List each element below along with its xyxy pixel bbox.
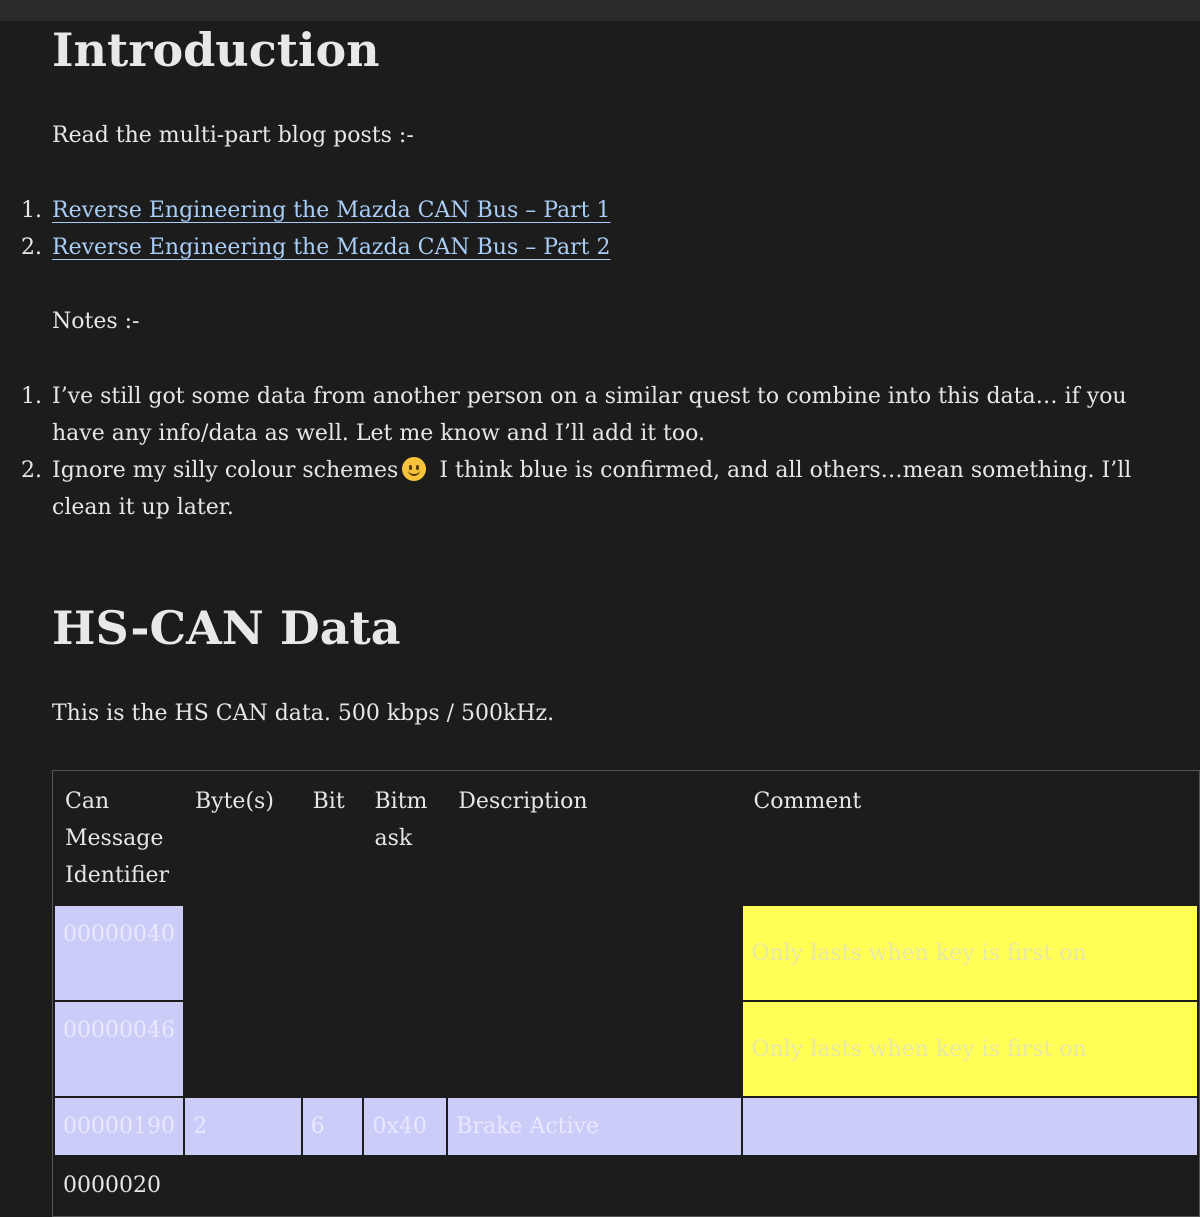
note-text-after: I think blue is confirmed, and all others…mean something. I’ll clean it up later. (52, 458, 1132, 520)
slightly-smiling-face-icon (402, 457, 426, 481)
cell-comment (743, 1098, 1197, 1155)
col-header-id: Can Message Identifier (65, 789, 170, 888)
link-part-1[interactable]: Reverse Engineering the Mazda CAN Bus – Part 1 (52, 198, 611, 223)
table-row (55, 906, 1197, 1000)
list-number: 1. (21, 198, 42, 223)
table-row (55, 1157, 1197, 1214)
cell-bit (303, 1157, 363, 1214)
cell-description (448, 1002, 741, 1096)
cell-byte (185, 906, 301, 1000)
note-text-before: Ignore my silly colour schemes (52, 458, 399, 483)
cell-mask (364, 1002, 446, 1096)
list-item (21, 378, 1172, 452)
intro-lead: Read the multi-part blog posts :- (52, 123, 414, 148)
blog-links-list (21, 192, 1192, 266)
list-item (21, 192, 1192, 229)
cell-id: 0000020 (63, 1173, 161, 1198)
list-item (21, 229, 1192, 266)
cell-bit (303, 906, 363, 1000)
cell-comment (743, 1157, 1197, 1214)
list-number: 2. (21, 458, 42, 483)
cell-byte: 2 (185, 1098, 301, 1155)
list-item (21, 452, 1172, 526)
hscan-table (52, 770, 1200, 1217)
table-row (55, 1098, 1197, 1155)
col-header-comment: Comment (753, 789, 862, 814)
cell-id: 00000190 (55, 1098, 183, 1155)
col-header-bitmask: Bitm ask (374, 789, 428, 851)
note-text: I’ve still got some data from another person on a similar quest to combine into this data… if you have any info/data as well. Let me know and I’ll add it too. (52, 384, 1127, 446)
cell-id: 00000046 (55, 1002, 183, 1096)
link-part-2[interactable]: Reverse Engineering the Mazda CAN Bus – Part 2 (52, 235, 611, 260)
cell-comment: Only lasts when key is first on (743, 1002, 1197, 1096)
table-row (55, 1002, 1197, 1096)
notes-label: Notes :- (52, 309, 140, 334)
list-number: 1. (21, 384, 42, 409)
cell-byte (185, 1157, 301, 1214)
cell-id: 00000040 (55, 906, 183, 1000)
col-header-bit: Bit (312, 789, 345, 814)
col-header-description: Description (458, 789, 588, 814)
hscan-heading: HS-CAN Data (52, 601, 401, 655)
top-bar (0, 0, 1200, 21)
cell-bit: 6 (303, 1098, 363, 1155)
intro-heading: Introduction (52, 23, 380, 77)
cell-description (448, 1157, 741, 1214)
notes-list (21, 378, 1172, 526)
cell-description: Brake Active (448, 1098, 741, 1155)
table-header-row (55, 773, 1197, 904)
cell-bit (303, 1002, 363, 1096)
list-number: 2. (21, 235, 42, 260)
cell-comment: Only lasts when key is first on (743, 906, 1197, 1000)
hscan-lead: This is the HS CAN data. 500 kbps / 500kHz. (52, 701, 555, 726)
cell-mask (364, 906, 446, 1000)
cell-byte (185, 1002, 301, 1096)
col-header-bytes: Byte(s) (194, 789, 274, 814)
cell-description (448, 906, 741, 1000)
cell-mask (364, 1157, 446, 1214)
cell-mask: 0x40 (364, 1098, 446, 1155)
